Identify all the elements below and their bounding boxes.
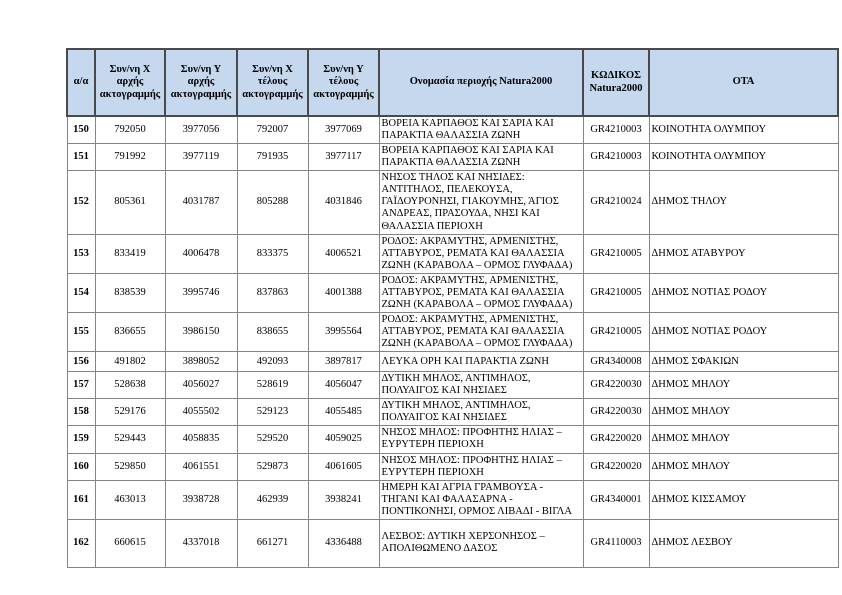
cell-x-start: 528638	[95, 372, 165, 399]
cell-y-end: 4055485	[308, 399, 379, 426]
cell-ota: ΔΗΜΟΣ ΝΟΤΙΑΣ ΡΟΔΟΥ	[649, 273, 838, 312]
cell-natura-code: GR4340001	[583, 480, 649, 519]
cell-natura-code: GR4210005	[583, 273, 649, 312]
cell-y-start: 4055502	[165, 399, 237, 426]
cell-natura-code: GR4340008	[583, 352, 649, 372]
cell-y-start: 4058835	[165, 426, 237, 453]
cell-y-start: 3977119	[165, 144, 237, 171]
table-header-row	[67, 49, 838, 116]
cell-x-end: 805288	[237, 171, 308, 234]
table-row	[67, 116, 838, 144]
cell-x-end: 462939	[237, 480, 308, 519]
cell-natura-name: ΒΟΡΕΙΑ ΚΑΡΠΑΘΟΣ ΚΑΙ ΣΑΡΙΑ ΚΑΙ ΠΑΡΑΚΤΙΑ ΘΑΛΑΣΣΙΑ ΖΩΝΗ	[379, 144, 583, 171]
cell-y-end: 4001388	[308, 273, 379, 312]
table-row	[67, 480, 838, 519]
cell-natura-code: GR4220030	[583, 399, 649, 426]
cell-x-start: 529176	[95, 399, 165, 426]
cell-ota: ΔΗΜΟΣ ΜΗΛΟΥ	[649, 372, 838, 399]
cell-y-end: 4031846	[308, 171, 379, 234]
cell-x-end: 837863	[237, 273, 308, 312]
cell-y-end: 3977117	[308, 144, 379, 171]
cell-ota: ΔΗΜΟΣ ΑΤΑΒΥΡΟΥ	[649, 234, 838, 273]
header-ota: ΟΤΑ	[649, 49, 838, 116]
cell-y-start: 4031787	[165, 171, 237, 234]
cell-x-end: 838655	[237, 312, 308, 351]
cell-x-end: 791935	[237, 144, 308, 171]
cell-x-start: 792050	[95, 116, 165, 144]
table-row	[67, 171, 838, 234]
cell-natura-name: ΔΥΤΙΚΗ ΜΗΛΟΣ, ΑΝΤΙΜΗΛΟΣ, ΠΟΛΥΑΙΓΟΣ ΚΑΙ ΝΗΣΙΔΕΣ	[379, 372, 583, 399]
cell-x-start: 838539	[95, 273, 165, 312]
cell-x-end: 661271	[237, 519, 308, 567]
cell-ota: ΔΗΜΟΣ ΝΟΤΙΑΣ ΡΟΔΟΥ	[649, 312, 838, 351]
cell-natura-name: ΡΟΔΟΣ: ΑΚΡΑΜΥΤΗΣ, ΑΡΜΕΝΙΣΤΗΣ, ΑΤΤΑΒΥΡΟΣ, ΡΕΜΑΤΑ ΚΑΙ ΘΑΛΑΣΣΙΑ ΖΩΝΗ (ΚΑΡΑΒΟΛΑ – ΟΡΜΟΣ ΓΛΥΦΑΔΑ)	[379, 273, 583, 312]
header-y-start: Συν/νη Υ αρχής ακτογραμμής	[165, 49, 237, 116]
table-body	[67, 116, 838, 567]
cell-natura-code: GR4220020	[583, 426, 649, 453]
table-row	[67, 426, 838, 453]
cell-x-start: 529850	[95, 453, 165, 480]
table-row	[67, 372, 838, 399]
cell-y-end: 3977069	[308, 116, 379, 144]
table-row	[67, 234, 838, 273]
table-row	[67, 519, 838, 567]
cell-y-start: 4006478	[165, 234, 237, 273]
table-row	[67, 352, 838, 372]
cell-y-end: 4006521	[308, 234, 379, 273]
cell-natura-code: GR4210003	[583, 116, 649, 144]
cell-x-end: 492093	[237, 352, 308, 372]
cell-x-start: 805361	[95, 171, 165, 234]
cell-row-number: 154	[67, 273, 95, 312]
cell-ota: ΔΗΜΟΣ ΚΙΣΣΑΜΟΥ	[649, 480, 838, 519]
cell-row-number: 151	[67, 144, 95, 171]
cell-ota: ΔΗΜΟΣ ΤΗΛΟΥ	[649, 171, 838, 234]
cell-x-end: 529873	[237, 453, 308, 480]
cell-natura-name: ΡΟΔΟΣ: ΑΚΡΑΜΥΤΗΣ, ΑΡΜΕΝΙΣΤΗΣ, ΑΤΤΑΒΥΡΟΣ, ΡΕΜΑΤΑ ΚΑΙ ΘΑΛΑΣΣΙΑ ΖΩΝΗ (ΚΑΡΑΒΟΛΑ – ΟΡΜΟΣ ΓΛΥΦΑΔΑ)	[379, 234, 583, 273]
cell-ota: ΔΗΜΟΣ ΛΕΣΒΟΥ	[649, 519, 838, 567]
cell-ota: ΔΗΜΟΣ ΣΦΑΚΙΩΝ	[649, 352, 838, 372]
cell-y-start: 4061551	[165, 453, 237, 480]
cell-natura-name: ΝΗΣΟΣ ΤΗΛΟΣ ΚΑΙ ΝΗΣΙΔΕΣ: ΑΝΤΙΤΗΛΟΣ, ΠΕΛΕΚΟΥΣΑ, ΓΑΪΔΟΥΡΟΝΗΣΙ, ΓΙΑΚΟΥΜΗΣ, ΆΓΙΟΣ ΑΝΔΡΕΑΣ, ΠΡΑΣΟΥΔΑ, ΝΗΣΙ ΚΑΙ ΘΑΛΑΣΣΙΑ ΠΕΡΙΟΧΗ	[379, 171, 583, 234]
cell-ota: ΚΟΙΝΟΤΗΤΑ ΟΛΥΜΠΟΥ	[649, 144, 838, 171]
cell-y-start: 3938728	[165, 480, 237, 519]
cell-y-end: 4336488	[308, 519, 379, 567]
cell-row-number: 158	[67, 399, 95, 426]
cell-natura-name: ΗΜΕΡΗ ΚΑΙ ΑΓΡΙΑ ΓΡΑΜΒΟΥΣΑ - ΤΗΓΑΝΙ ΚΑΙ ΦΑΛΑΣΑΡΝΑ - ΠΟΝΤΙΚΟΝΗΣΙ, ΟΡΜΟΣ ΛΙΒΑΔΙ - ΒΙΓΛΑ	[379, 480, 583, 519]
cell-y-end: 4059025	[308, 426, 379, 453]
cell-y-start: 4056027	[165, 372, 237, 399]
cell-x-end: 529123	[237, 399, 308, 426]
table-row	[67, 144, 838, 171]
cell-natura-name: ΔΥΤΙΚΗ ΜΗΛΟΣ, ΑΝΤΙΜΗΛΟΣ, ΠΟΛΥΑΙΓΟΣ ΚΑΙ ΝΗΣΙΔΕΣ	[379, 399, 583, 426]
cell-natura-name: ΝΗΣΟΣ ΜΗΛΟΣ: ΠΡΟΦΗΤΗΣ ΗΛΙΑΣ – ΕΥΡΥΤΕΡΗ ΠΕΡΙΟΧΗ	[379, 453, 583, 480]
cell-natura-name: ΛΕΥΚΑ ΟΡΗ ΚΑΙ ΠΑΡΑΚΤΙΑ ΖΩΝΗ	[379, 352, 583, 372]
cell-row-number: 155	[67, 312, 95, 351]
cell-x-start: 791992	[95, 144, 165, 171]
cell-row-number: 162	[67, 519, 95, 567]
cell-ota: ΔΗΜΟΣ ΜΗΛΟΥ	[649, 399, 838, 426]
cell-row-number: 150	[67, 116, 95, 144]
cell-natura-code: GR4220020	[583, 453, 649, 480]
cell-row-number: 160	[67, 453, 95, 480]
table-row	[67, 453, 838, 480]
cell-x-start: 833419	[95, 234, 165, 273]
cell-row-number: 153	[67, 234, 95, 273]
cell-x-start: 836655	[95, 312, 165, 351]
cell-row-number: 152	[67, 171, 95, 234]
cell-y-end: 3897817	[308, 352, 379, 372]
cell-row-number: 161	[67, 480, 95, 519]
cell-row-number: 159	[67, 426, 95, 453]
header-natura-name: Ονομασία περιοχής Natura2000	[379, 49, 583, 116]
cell-y-end: 3938241	[308, 480, 379, 519]
cell-x-start: 660615	[95, 519, 165, 567]
header-aa: α/α	[67, 49, 95, 116]
natura2000-coastline-table	[66, 48, 839, 568]
cell-natura-name: ΛΕΣΒΟΣ: ΔΥΤΙΚΗ ΧΕΡΣΟΝΗΣΟΣ – ΑΠΟΛΙΘΩΜΕΝΟ ΔΑΣΟΣ	[379, 519, 583, 567]
cell-ota: ΚΟΙΝΟΤΗΤΑ ΟΛΥΜΠΟΥ	[649, 116, 838, 144]
table-row	[67, 399, 838, 426]
cell-y-start: 3898052	[165, 352, 237, 372]
cell-natura-code: GR4210005	[583, 312, 649, 351]
cell-natura-code: GR4220030	[583, 372, 649, 399]
header-x-start: Συν/νη Χ αρχής ακτογραμμής	[95, 49, 165, 116]
cell-y-start: 3986150	[165, 312, 237, 351]
header-x-end: Συν/νη Χ τέλους ακτογραμμής	[237, 49, 308, 116]
cell-natura-code: GR4210005	[583, 234, 649, 273]
cell-x-start: 529443	[95, 426, 165, 453]
cell-natura-name: ΡΟΔΟΣ: ΑΚΡΑΜΥΤΗΣ, ΑΡΜΕΝΙΣΤΗΣ, ΑΤΤΑΒΥΡΟΣ, ΡΕΜΑΤΑ ΚΑΙ ΘΑΛΑΣΣΙΑ ΖΩΝΗ (ΚΑΡΑΒΟΛΑ – ΟΡΜΟΣ ΓΛΥΦΑΔΑ)	[379, 312, 583, 351]
cell-y-start: 3995746	[165, 273, 237, 312]
cell-y-start: 4337018	[165, 519, 237, 567]
cell-ota: ΔΗΜΟΣ ΜΗΛΟΥ	[649, 426, 838, 453]
cell-y-end: 4056047	[308, 372, 379, 399]
header-y-end: Συν/νη Υ τέλους ακτογραμμής	[308, 49, 379, 116]
cell-x-end: 529520	[237, 426, 308, 453]
table-row	[67, 312, 838, 351]
cell-natura-code: GR4210024	[583, 171, 649, 234]
cell-x-end: 528619	[237, 372, 308, 399]
cell-y-end: 4061605	[308, 453, 379, 480]
cell-natura-code: GR4110003	[583, 519, 649, 567]
cell-x-start: 463013	[95, 480, 165, 519]
cell-row-number: 156	[67, 352, 95, 372]
cell-natura-code: GR4210003	[583, 144, 649, 171]
table-row	[67, 273, 838, 312]
cell-natura-name: ΒΟΡΕΙΑ ΚΑΡΠΑΘΟΣ ΚΑΙ ΣΑΡΙΑ ΚΑΙ ΠΑΡΑΚΤΙΑ ΘΑΛΑΣΣΙΑ ΖΩΝΗ	[379, 116, 583, 144]
cell-y-start: 3977056	[165, 116, 237, 144]
cell-row-number: 157	[67, 372, 95, 399]
cell-x-end: 833375	[237, 234, 308, 273]
cell-y-end: 3995564	[308, 312, 379, 351]
cell-x-start: 491802	[95, 352, 165, 372]
cell-ota: ΔΗΜΟΣ ΜΗΛΟΥ	[649, 453, 838, 480]
header-natura-code: ΚΩΔΙΚΟΣ Natura2000	[583, 49, 649, 116]
cell-x-end: 792007	[237, 116, 308, 144]
cell-natura-name: ΝΗΣΟΣ ΜΗΛΟΣ: ΠΡΟΦΗΤΗΣ ΗΛΙΑΣ – ΕΥΡΥΤΕΡΗ ΠΕΡΙΟΧΗ	[379, 426, 583, 453]
